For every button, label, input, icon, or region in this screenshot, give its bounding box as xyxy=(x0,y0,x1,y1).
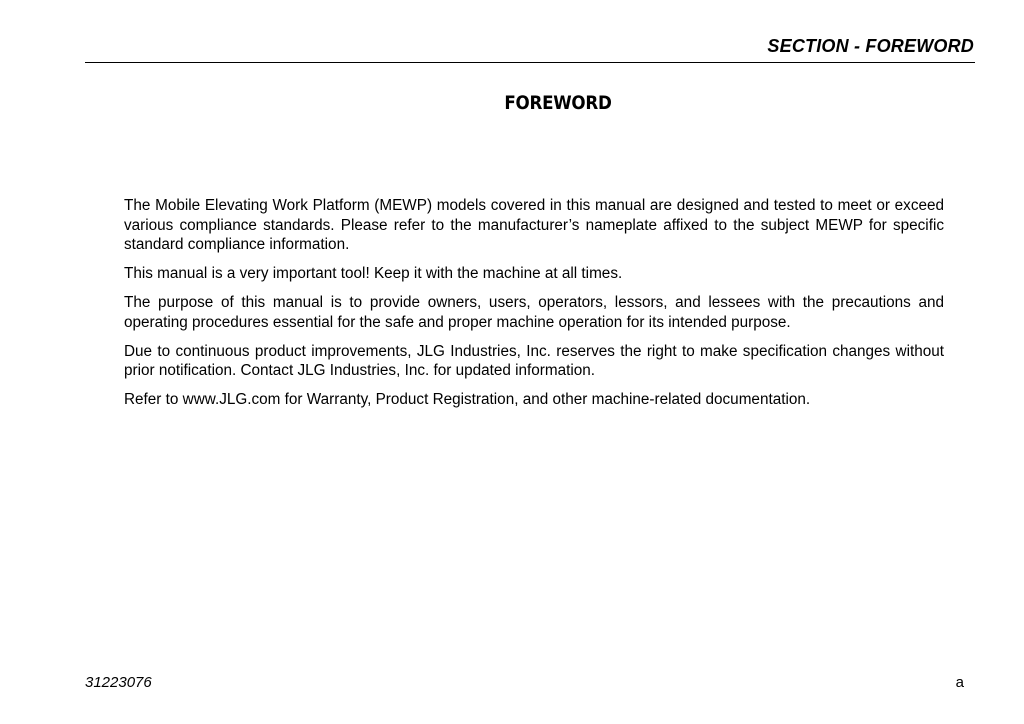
page-title: FOREWORD xyxy=(504,92,612,114)
paragraph-keep-manual: This manual is a very important tool! Keep it with the machine at all times. xyxy=(124,265,623,282)
paragraph-compliance: The Mobile Elevating Work Platform (MEWP) models covered in this manual are designed and tested to meet or exceed various compliance standards. Please refer to the manufacturer’s nameplate affixed to the subject MEWP for specific standard compliance information. xyxy=(124,197,944,253)
paragraph-purpose: The purpose of this manual is to provide owners, users, operators, lessors, and lessees with the precautions and operating procedures essential for the safe and proper machine operation for its intended purpose. xyxy=(124,294,944,331)
foreword-body xyxy=(124,196,944,419)
section-header: SECTION - FOREWORD xyxy=(767,36,974,56)
document-number: 31223076 xyxy=(85,674,152,691)
page-number: a xyxy=(955,674,964,691)
paragraph-improvements: Due to continuous product improvements, JLG Industries, Inc. reserves the right to make specification changes without prior notification. Contact JLG Industries, Inc. for updated information. xyxy=(124,342,944,379)
header-divider xyxy=(85,62,975,63)
paragraph-website-reference: Refer to www.JLG.com for Warranty, Product Registration, and other machine-related documentation. xyxy=(124,391,811,408)
